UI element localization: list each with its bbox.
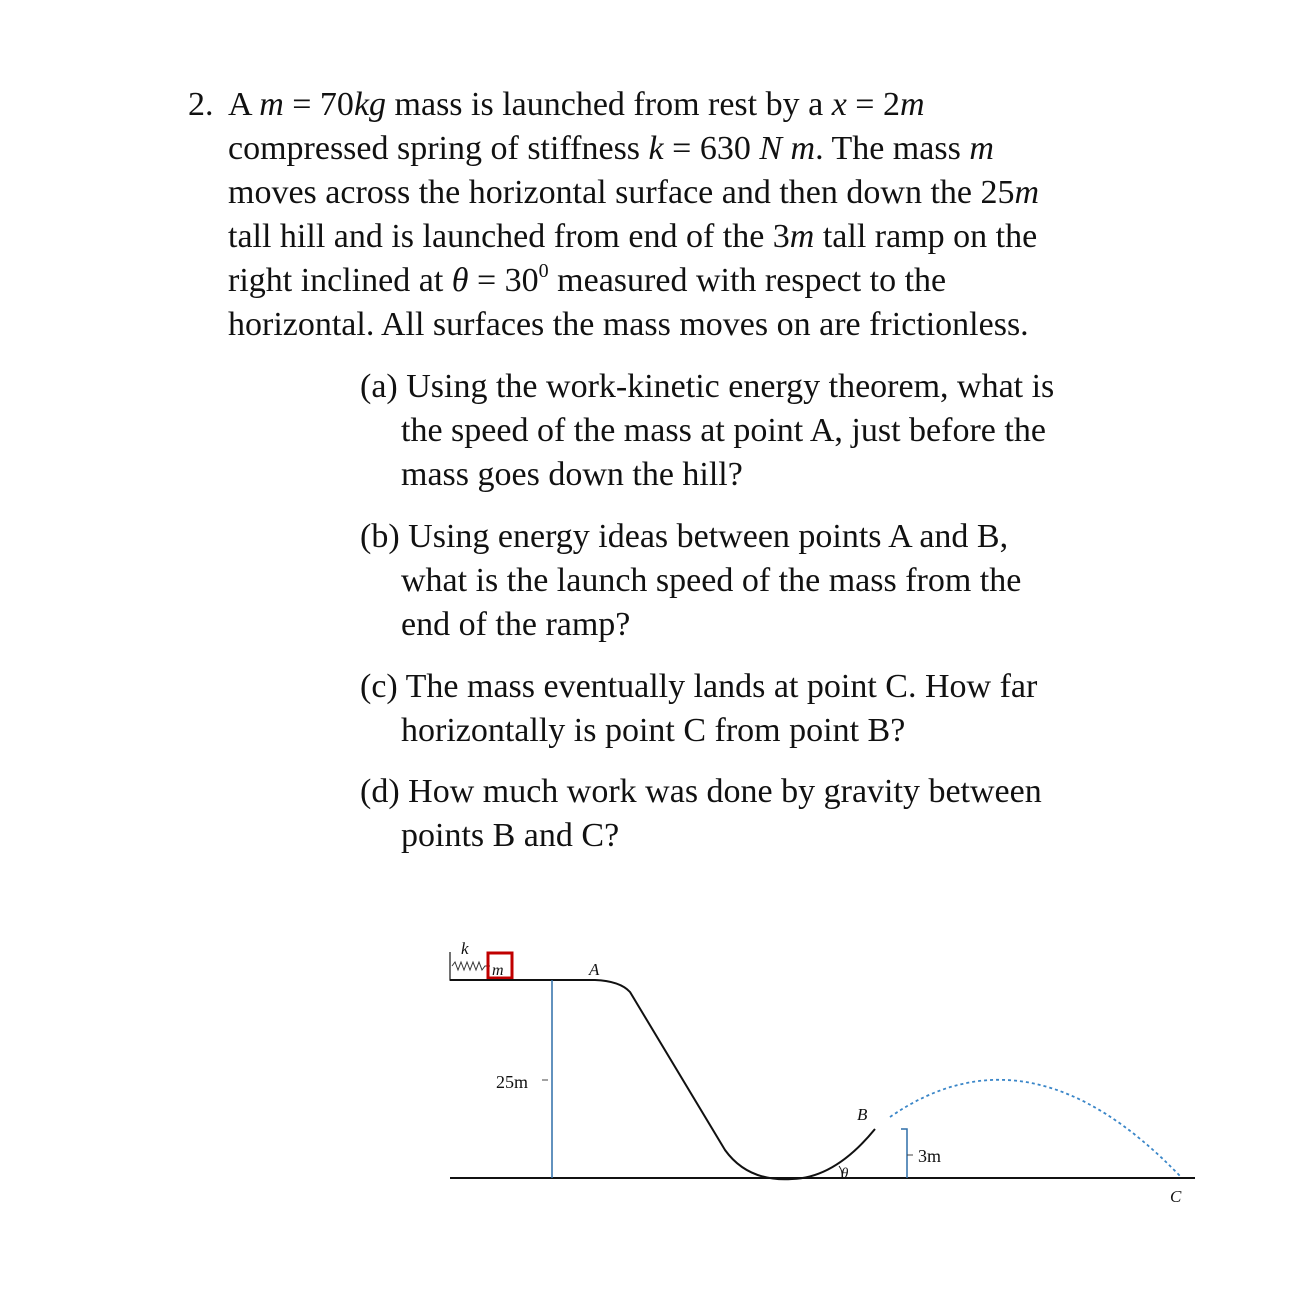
part-a-line-1: (a) Using the work-kinetic energy theorem, what is [360, 368, 1055, 405]
point-c-label: C [1170, 1187, 1182, 1206]
stem-line-3: moves across the horizontal surface and then down the 25m [228, 174, 1040, 211]
stem-line-1: A m = 70kg mass is launched from rest by a x = 2m [228, 86, 925, 123]
spring-k-label: k [461, 939, 469, 958]
angle-theta-label: θ [841, 1166, 849, 1182]
part-a-line-2: the speed of the mass at point A, just before the [401, 412, 1046, 449]
ramp-diagram [430, 930, 1210, 1220]
part-a-label: (a) [360, 368, 398, 405]
part-b-line-2: what is the launch speed of the mass from the [401, 562, 1022, 599]
point-a-label: A [589, 960, 600, 979]
point-b-label: B [857, 1105, 868, 1124]
part-d-line-2: points B and C? [401, 817, 620, 854]
ramp-height-bracket [901, 1129, 907, 1178]
part-d-label: (d) [360, 773, 400, 810]
spring-icon [452, 962, 490, 970]
ramp-height-label: 3m [918, 1146, 942, 1166]
part-b-label: (b) [360, 518, 400, 555]
part-b-line-1: (b) Using energy ideas between points A and B, [360, 518, 1009, 555]
part-a [360, 365, 1160, 497]
mass-m-label: m [492, 962, 504, 979]
part-c-line-2: horizontally is point C from point B? [401, 712, 906, 749]
problem-statement [188, 83, 1148, 347]
problem-number: 2. [188, 86, 214, 123]
ramp-diagram-svg [430, 930, 1210, 1220]
part-d [360, 770, 1160, 858]
part-c [360, 665, 1160, 753]
problem-stem [228, 83, 1148, 347]
part-b [360, 515, 1160, 647]
part-b-line-3: end of the ramp? [401, 606, 631, 643]
hill-height-label: 25m [496, 1072, 529, 1092]
part-c-label: (c) [360, 668, 398, 705]
part-c-line-1: (c) The mass eventually lands at point C. How far [360, 668, 1038, 705]
stem-line-2: compressed spring of stiffness k = 630 N m. The mass m [228, 130, 994, 167]
part-d-line-1: (d) How much work was done by gravity between [360, 773, 1042, 810]
stem-line-4: tall hill and is launched from end of the 3m tall ramp on the [228, 218, 1038, 255]
stem-line-5: right inclined at $\theta = 30^0$ measured with respect to the [228, 259, 947, 299]
part-a-line-3: mass goes down the hill? [401, 456, 743, 493]
stem-line-6: horizontal. All surfaces the mass moves on are frictionless. [228, 306, 1029, 343]
